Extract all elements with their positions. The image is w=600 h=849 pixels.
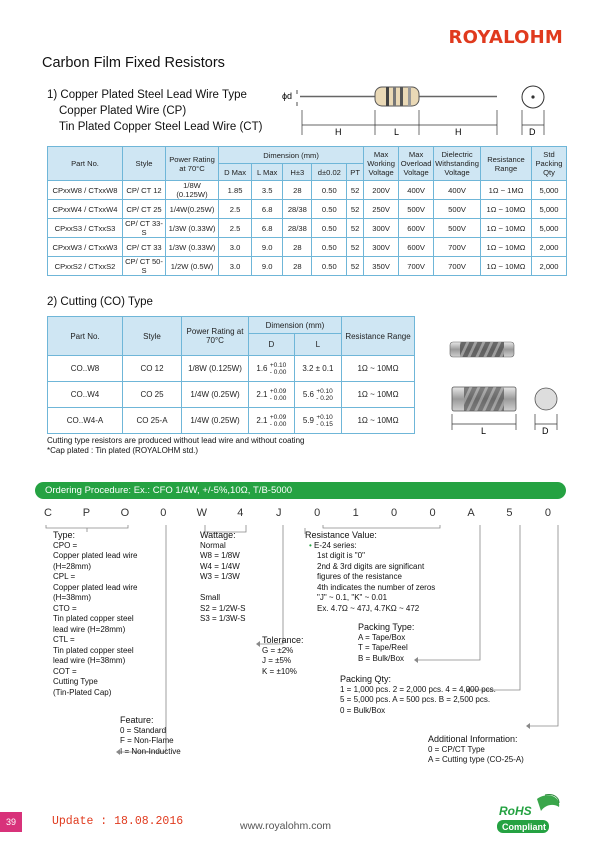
cell: 1/4W (0.25W) xyxy=(182,382,249,408)
block-line: CPL = xyxy=(53,572,76,581)
d-nominal: 1.6 xyxy=(256,363,268,373)
block-line: S2 = 1/2W-S xyxy=(200,603,246,613)
cell: CO..W4-A xyxy=(48,408,123,434)
bullet-icon: • xyxy=(309,540,312,550)
cell: 5,000 xyxy=(532,181,567,200)
cell: CO 25 xyxy=(123,382,182,408)
cell: CPxxW3 / CTxxW3 xyxy=(48,238,123,257)
code-char: 0 xyxy=(429,507,436,519)
block-line: 5 = 5,000 pcs. A = 500 pcs. B = 2,500 pcs. xyxy=(340,695,491,704)
wattage-block xyxy=(200,530,245,625)
cell: 28 xyxy=(283,238,312,257)
block-line xyxy=(200,583,245,594)
cell: 2,000 xyxy=(532,238,567,257)
l-label: L xyxy=(481,426,487,436)
table-row xyxy=(48,257,567,276)
block-line: "J" ~ 0.1, "K" ~ 0.01 xyxy=(317,593,388,602)
cell: 2.5 xyxy=(219,200,252,219)
block-line: 2nd & 3rd digits are significant xyxy=(317,561,425,571)
cell: 52 xyxy=(347,181,364,200)
block-title: Packing Qty: xyxy=(340,674,392,684)
cell: 350V xyxy=(364,257,399,276)
cell: 1/4W(0.25W) xyxy=(166,200,219,219)
block-line: 0 = CP/CT Type xyxy=(428,744,485,754)
cell: CP/ CT 33-S xyxy=(123,219,166,238)
cell: CPxxS3 / CTxxS3 xyxy=(48,219,123,238)
cell: CP/ CT 33 xyxy=(123,238,166,257)
col-d: D xyxy=(249,334,295,356)
block-line: I = Non-Inductive xyxy=(120,746,181,756)
col-pt: PT xyxy=(347,164,364,181)
additional-info-block xyxy=(428,734,524,766)
d-minus: - 0.00 xyxy=(269,368,287,376)
d-plus: +0.09 xyxy=(269,387,287,395)
col-power: Power Rating at 70°C xyxy=(166,147,219,181)
col-lmax: L Max xyxy=(252,164,283,181)
cell: CP/ CT 50-S xyxy=(123,257,166,276)
l-minus: - 0.15 xyxy=(316,420,333,428)
phi-d-label: ϕd xyxy=(282,91,293,101)
cell: 52 xyxy=(347,200,364,219)
website-url: www.royalohm.com xyxy=(240,820,332,832)
block-line: A = Cutting type (CO-25-A) xyxy=(428,755,524,764)
d-minus: - 0.00 xyxy=(269,420,287,428)
code-char: J xyxy=(275,507,282,519)
cell: CO 12 xyxy=(123,356,182,382)
cutting-notes xyxy=(47,436,304,456)
cell: 1Ω ~ 10MΩ xyxy=(342,356,415,382)
update-date: Update : 18.08.2016 xyxy=(52,815,184,828)
cell: 700V xyxy=(399,257,434,276)
code-char: 0 xyxy=(391,507,398,519)
block-line: Tin plated copper steel xyxy=(53,645,134,655)
block-line: CPO = xyxy=(53,540,78,550)
cell: 1/4W (0.25W) xyxy=(182,408,249,434)
col-style: Style xyxy=(123,317,182,356)
cell: 28/38 xyxy=(283,219,312,238)
block-title: Tolerance: xyxy=(262,635,304,645)
cell: 9.0 xyxy=(252,257,283,276)
tolerance-block xyxy=(262,635,304,677)
type-block xyxy=(53,530,138,698)
table-row xyxy=(48,181,567,200)
block-line: K = ±10% xyxy=(262,666,297,676)
col-h: H±3 xyxy=(283,164,312,181)
cutting-type-spec-table xyxy=(47,316,415,434)
cell: 1Ω ~ 10MΩ xyxy=(481,257,532,276)
col-max-overload: Max Overload Voltage xyxy=(399,147,434,181)
cell: 400V xyxy=(399,181,434,200)
section1-line: Tin Plated Copper Steel Lead Wire (CT) xyxy=(59,121,263,133)
cell: 1/8W (0.125W) xyxy=(182,356,249,382)
cell: 6.8 xyxy=(252,219,283,238)
block-line: 1st digit is "0" xyxy=(317,551,365,560)
cell: 3.5 xyxy=(252,181,283,200)
page-number: 39 xyxy=(0,812,22,832)
cell xyxy=(294,382,341,408)
code-char: 0 xyxy=(160,507,167,519)
cell: 1Ω ~ 10MΩ xyxy=(481,200,532,219)
d-plus: +0.09 xyxy=(269,413,287,421)
ordering-procedure-bar: Ordering Procedure: Ex.: CFO 1/4W, +/-5%,10Ω, T/B-5000 xyxy=(35,482,566,499)
cell: 500V xyxy=(434,219,481,238)
cell: 3.2 ± 0.1 xyxy=(294,356,341,382)
cell: 500V xyxy=(399,200,434,219)
cell: CO 25-A xyxy=(123,408,182,434)
cell: 1Ω ~ 10MΩ xyxy=(342,382,415,408)
block-title: Wattage: xyxy=(200,530,236,540)
cell: 0.50 xyxy=(312,238,347,257)
block-line: Cutting Type xyxy=(53,677,98,686)
cell: 5,000 xyxy=(532,219,567,238)
block-line: E-24 series: xyxy=(314,540,357,550)
cell: CPxxS2 / CTxxS2 xyxy=(48,257,123,276)
block-line: (Tin-Plated Cap) xyxy=(53,687,112,697)
block-title: Feature: xyxy=(120,715,154,725)
cell: 52 xyxy=(347,238,364,257)
cell: 5,000 xyxy=(532,200,567,219)
cell: 0.50 xyxy=(312,181,347,200)
cell xyxy=(249,408,295,434)
code-char: A xyxy=(467,507,475,519)
l-plus: +0.10 xyxy=(316,413,333,421)
block-line: 4th indicates the number of zeros xyxy=(317,582,436,592)
col-style: Style xyxy=(123,147,166,181)
block-title: Packing Type: xyxy=(358,622,415,632)
packing-type-block xyxy=(358,622,414,664)
cell: CPxxW4 / CTxxW4 xyxy=(48,200,123,219)
cell xyxy=(249,356,295,382)
cell: 0.50 xyxy=(312,257,347,276)
cell: 3.0 xyxy=(219,257,252,276)
col-part: Part No. xyxy=(48,317,123,356)
section1-line: 1) Copper Plated Steel Lead Wire Type xyxy=(47,89,247,101)
block-line: lead wire (H=38mm) xyxy=(53,656,126,665)
cell: 1Ω ~ 1MΩ xyxy=(481,181,532,200)
block-line: figures of the resistance xyxy=(317,572,402,581)
cell: 1Ω ~ 10MΩ xyxy=(481,238,532,257)
col-dimension: Dimension (mm) xyxy=(249,317,342,334)
rohs-text: RoHS xyxy=(499,804,532,818)
col-range: Resistance Range xyxy=(342,317,415,356)
code-char: O xyxy=(120,507,130,519)
code-char: 5 xyxy=(506,507,513,519)
block-line: W8 = 1/8W xyxy=(200,551,240,560)
packing-qty-block xyxy=(340,674,496,716)
cell: 300V xyxy=(364,219,399,238)
block-line: (H=38mm) xyxy=(53,593,92,602)
d-nominal: 2.1 xyxy=(256,389,268,399)
cell: CO..W8 xyxy=(48,356,123,382)
note-line: *Cap plated : Tin plated (ROYALOHM std.) xyxy=(47,446,199,455)
cell: 500V xyxy=(434,200,481,219)
l-label: L xyxy=(394,127,400,137)
block-line: CTO = xyxy=(53,603,77,613)
col-range: Resistance Range xyxy=(481,147,532,181)
block-line: F = Non-Flame xyxy=(120,736,174,745)
h-label: H xyxy=(335,127,342,137)
cell: CO..W4 xyxy=(48,382,123,408)
cell: 0.50 xyxy=(312,200,347,219)
brand-logo: ROYALOHM xyxy=(448,27,563,48)
d-plus: +0.10 xyxy=(269,361,287,369)
compliant-text: Compliant xyxy=(502,822,546,832)
cell: CP/ CT 25 xyxy=(123,200,166,219)
cell: 28 xyxy=(283,181,312,200)
cell: 400V xyxy=(434,181,481,200)
cell: 52 xyxy=(347,257,364,276)
cell: 700V xyxy=(434,238,481,257)
block-line: COT = xyxy=(53,666,77,676)
l-nominal: 5.6 xyxy=(302,389,314,399)
col-dielectric: Dielectric Withstanding Voltage xyxy=(434,147,481,181)
col-std-qty: Std Packing Qty xyxy=(532,147,567,181)
table-row xyxy=(48,238,567,257)
block-line: Small xyxy=(200,593,221,602)
cell: 2.5 xyxy=(219,219,252,238)
block-line: W4 = 1/4W xyxy=(200,561,240,571)
section1-line: Copper Plated Wire (CP) xyxy=(59,105,187,117)
l-minus: - 0.20 xyxy=(316,394,333,402)
lead-resistor-diagram xyxy=(272,80,562,142)
col-l: L xyxy=(294,334,341,356)
col-dmax: D Max xyxy=(219,164,252,181)
block-line: J = ±5% xyxy=(262,656,292,665)
block-line: Normal xyxy=(200,540,226,550)
cell: 6.8 xyxy=(252,200,283,219)
cell: 1/2W (0.5W) xyxy=(166,257,219,276)
cell: 0.50 xyxy=(312,219,347,238)
cell: 200V xyxy=(364,181,399,200)
note-line: Cutting type resistors are produced without lead wire and without coating xyxy=(47,436,305,445)
cell: 1/3W (0.33W) xyxy=(166,219,219,238)
block-line: (H=28mm) xyxy=(53,561,92,571)
cell: 1/3W (0.33W) xyxy=(166,238,219,257)
col-power: Power Rating at 70°C xyxy=(182,317,249,356)
cutting-resistor-diagram xyxy=(440,330,570,440)
resistance-value-block xyxy=(305,530,435,614)
block-title: Resistance Value: xyxy=(305,530,377,540)
block-line: Copper plated lead wire xyxy=(53,582,138,592)
block-line: G = ±2% xyxy=(262,645,294,655)
cell: 9.0 xyxy=(252,238,283,257)
cell: CPxxW8 / CTxxW8 xyxy=(48,181,123,200)
code-char: 0 xyxy=(544,507,551,519)
l-nominal: 5.9 xyxy=(302,415,314,425)
block-line: Copper plated lead wire xyxy=(53,551,138,560)
code-char: C xyxy=(44,507,52,519)
cell: 2,000 xyxy=(532,257,567,276)
table-row xyxy=(48,200,567,219)
d-minus: - 0.00 xyxy=(269,394,287,402)
d-label: D xyxy=(529,127,536,137)
lead-type-spec-table xyxy=(47,146,567,276)
cell: 52 xyxy=(347,219,364,238)
block-line: S3 = 1/3W-S xyxy=(200,614,246,623)
block-line: W3 = 1/3W xyxy=(200,572,240,581)
section1-title xyxy=(47,87,262,135)
cell: 600V xyxy=(399,219,434,238)
cell: 3.0 xyxy=(219,238,252,257)
table-row xyxy=(48,219,567,238)
cell: 600V xyxy=(399,238,434,257)
cell: 1.85 xyxy=(219,181,252,200)
block-line: lead wire (H=28mm) xyxy=(53,624,126,634)
block-line: 1 = 1,000 pcs. 2 = 2,000 pcs. 4 = 4,000 pcs. xyxy=(340,684,496,694)
block-line: A = Tape/Box xyxy=(358,632,406,642)
end-view xyxy=(535,388,557,410)
cell: 1Ω ~ 10MΩ xyxy=(342,408,415,434)
block-line: 0 = Standard xyxy=(120,725,167,735)
cell xyxy=(249,382,295,408)
block-line: 0 = Bulk/Box xyxy=(340,705,386,715)
block-title: Additional Information: xyxy=(428,734,518,744)
code-char: 4 xyxy=(237,507,244,519)
cell: 1Ω ~ 10MΩ xyxy=(481,219,532,238)
block-line: Ex. 4.7Ω ~ 47J, 4.7KΩ ~ 472 xyxy=(317,603,420,613)
table-row xyxy=(48,408,415,434)
d-label: D xyxy=(542,426,549,436)
col-max-working: Max Working Voltage xyxy=(364,147,399,181)
cell: 250V xyxy=(364,200,399,219)
rohs-compliant-badge xyxy=(493,793,563,837)
code-char: 1 xyxy=(352,507,359,519)
cell: CP/ CT 12 xyxy=(123,181,166,200)
block-line: T = Tape/Reel xyxy=(358,643,408,652)
feature-block xyxy=(120,715,181,757)
block-line: Tin plated copper steel xyxy=(53,614,134,623)
block-line: B = Bulk/Box xyxy=(358,653,405,663)
cell: 28 xyxy=(283,257,312,276)
cell: 700V xyxy=(434,257,481,276)
code-char: 0 xyxy=(314,507,321,519)
l-plus: +0.10 xyxy=(316,387,333,395)
d-nominal: 2.1 xyxy=(256,415,268,425)
code-char: W xyxy=(196,507,207,519)
col-d: d±0.02 xyxy=(312,164,347,181)
col-part: Part No. xyxy=(48,147,123,181)
cell: 28/38 xyxy=(283,200,312,219)
block-title: Type: xyxy=(53,530,76,540)
col-dimension: Dimension (mm) xyxy=(219,147,364,164)
cell: 300V xyxy=(364,238,399,257)
cell xyxy=(294,408,341,434)
block-line: CTL = xyxy=(53,635,75,644)
section2-title: 2) Cutting (CO) Type xyxy=(47,296,153,308)
code-char: P xyxy=(82,507,91,519)
page-title: Carbon Film Fixed Resistors xyxy=(42,55,225,71)
table-row xyxy=(48,356,415,382)
table-row xyxy=(48,382,415,408)
cell: 1/8W (0.125W) xyxy=(166,181,219,200)
h-label: H xyxy=(455,127,462,137)
